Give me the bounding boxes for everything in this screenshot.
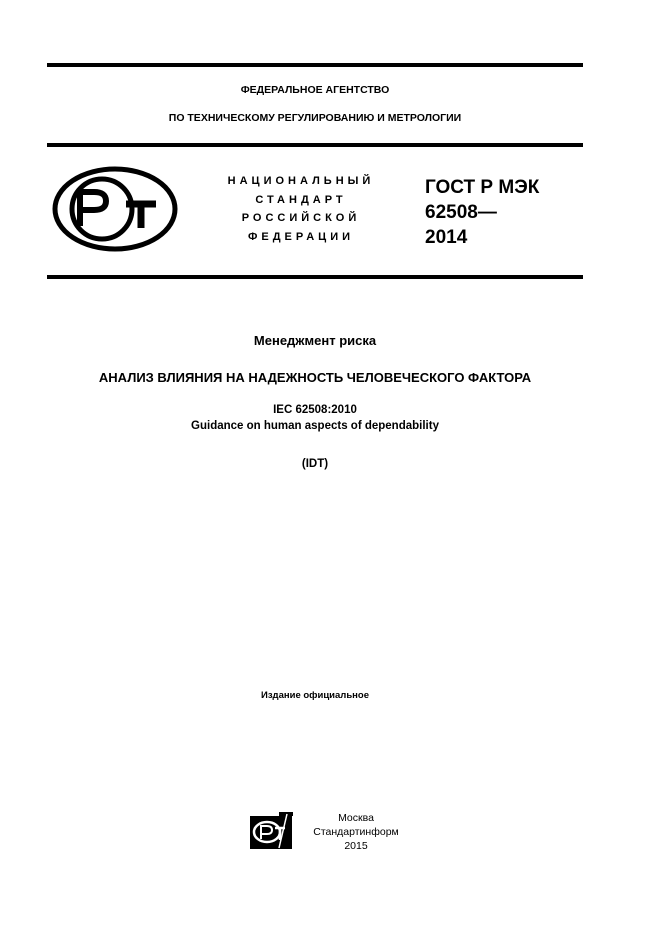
bottom-header-rule bbox=[47, 275, 583, 279]
equivalence: (IDT) bbox=[301, 458, 329, 470]
source-standard: IEC 62508:2010 bbox=[273, 404, 357, 416]
national-line-2: СТАНДАРТ bbox=[255, 194, 347, 206]
national-line-3: РОССИЙСКОЙ bbox=[241, 212, 361, 224]
publisher-city: Москва bbox=[338, 812, 374, 824]
publisher-year: 2015 bbox=[344, 840, 368, 852]
publisher-name: Стандартинформ bbox=[313, 826, 399, 838]
national-line-4: ФЕДЕРАЦИИ bbox=[247, 231, 355, 243]
standartinform-logo-icon bbox=[249, 812, 293, 850]
designation-line-3: 2014 bbox=[425, 227, 468, 248]
header-rule bbox=[47, 143, 583, 147]
agency-line-2: ПО ТЕХНИЧЕСКОМУ РЕГУЛИРОВАНИЮ И МЕТРОЛОГИИ bbox=[168, 112, 462, 124]
main-title: АНАЛИЗ ВЛИЯНИЯ НА НАДЕЖНОСТЬ ЧЕЛОВЕЧЕСКОГО ФАКТОРА bbox=[98, 370, 532, 385]
edition-label: Издание официальное bbox=[261, 690, 369, 701]
category-title: Менеджмент риска bbox=[253, 333, 377, 348]
gost-r-seal-icon bbox=[52, 166, 178, 252]
english-title: Guidance on human aspects of dependability bbox=[191, 420, 439, 432]
designation-line-2: 62508— bbox=[425, 202, 497, 223]
top-rule bbox=[47, 63, 583, 67]
agency-line-1: ФЕДЕРАЛЬНОЕ АГЕНТСТВО bbox=[240, 84, 390, 96]
national-line-1: НАЦИОНАЛЬНЫЙ bbox=[227, 175, 375, 187]
designation-line-1: ГОСТ Р МЭК bbox=[425, 177, 540, 198]
